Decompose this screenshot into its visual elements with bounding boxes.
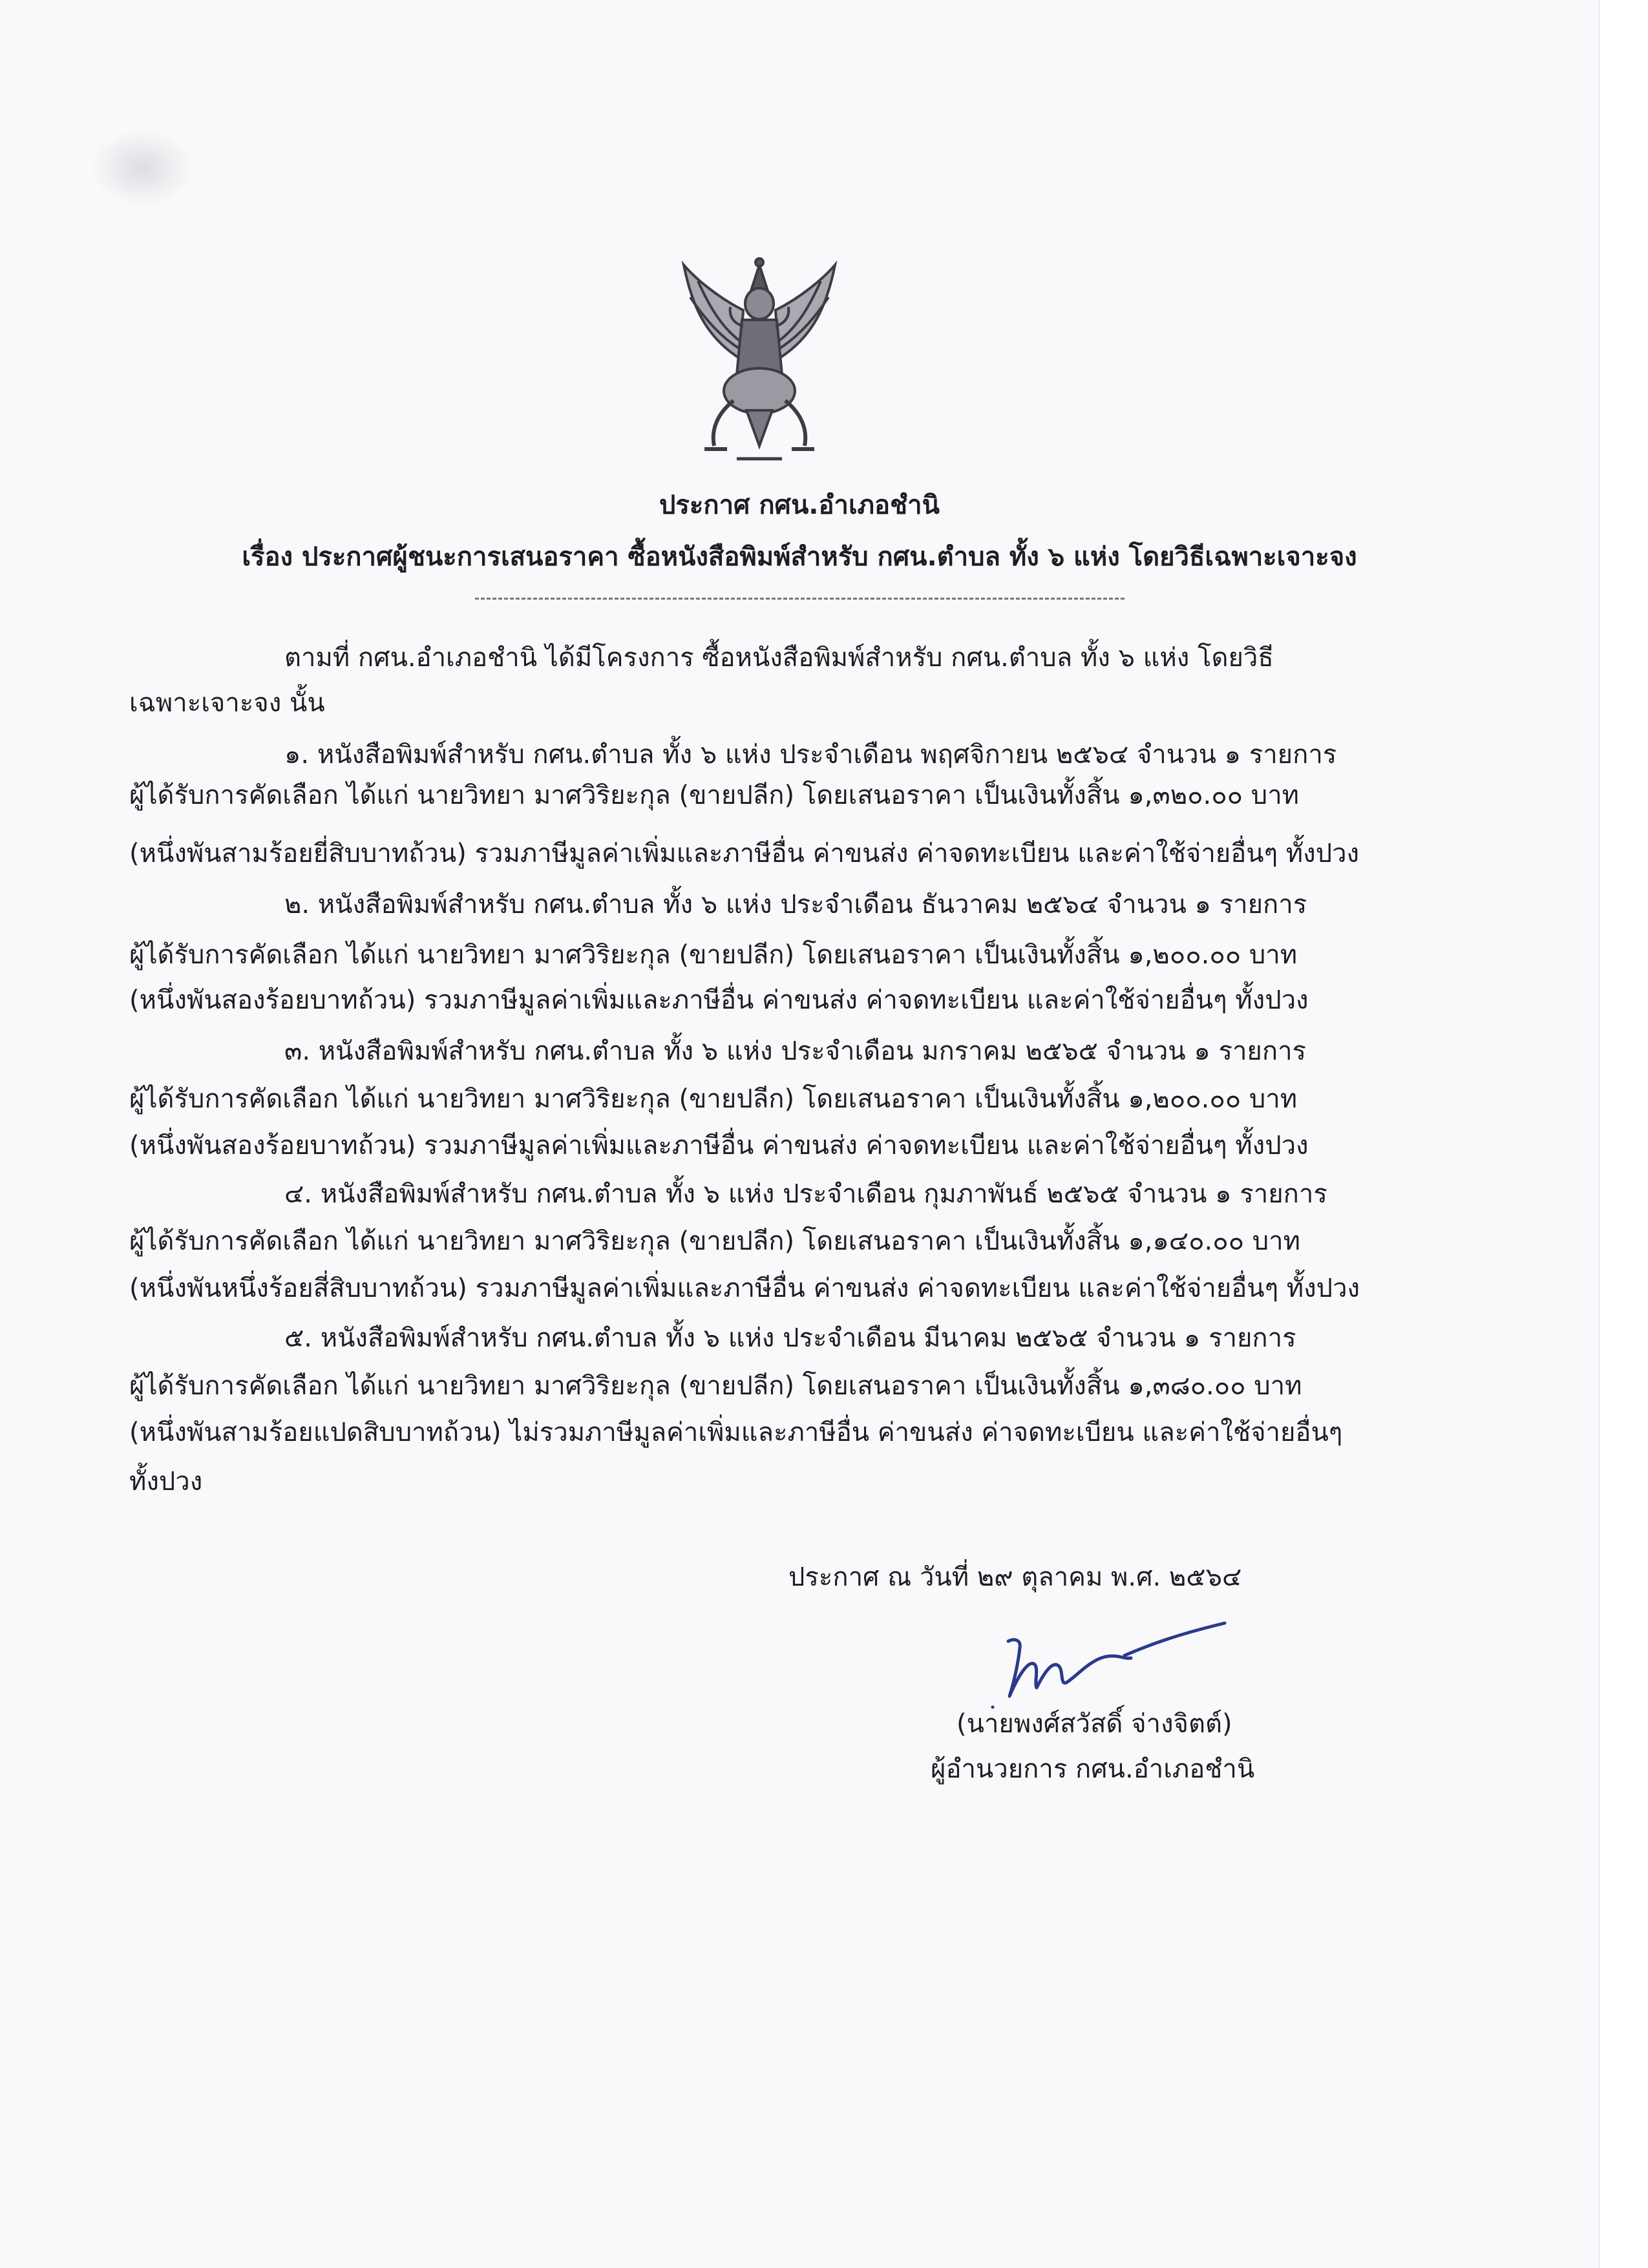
item-5-line-2: ผู้ได้รับการคัดเลือก ได้แก่ นายวิทยา มาศวิริยะกุล (ขายปลีก) โดยเสนอราคา เป็นเงินทั้งสิ้น ๑,๓๘๐.๐๐ บาท <box>129 1371 1302 1401</box>
item-1-line-2: ผู้ได้รับการคัดเลือก ได้แก่ นายวิทยา มาศวิริยะกุล (ขายปลีก) โดยเสนอราคา เป็นเงินทั้งสิ้น ๑,๓๒๐.๐๐ บาท <box>129 781 1300 810</box>
item-4-line-1: ๔. หนังสือพิมพ์สำหรับ กศน.ตำบล ทั้ง ๖ แห่ง ประจำเดือน กุมภาพันธ์ ๒๕๖๕ จำนวน ๑ รายการ <box>284 1179 1327 1209</box>
item-1-line-1: ๑. หนังสือพิมพ์สำหรับ กศน.ตำบล ทั้ง ๖ แห่ง ประจำเดือน พฤศจิกายน ๒๕๖๔ จำนวน ๑ รายการ <box>284 740 1337 770</box>
scan-smudge <box>90 129 194 207</box>
item-5-line-4: ทั้งปวง <box>129 1467 203 1496</box>
item-3-line-3: (หนึ่งพันสองร้อยบาทถ้วน) รวมภาษีมูลค่าเพิ่มและภาษีอื่น ค่าขนส่ง ค่าจดทะเบียน และค่าใช้จ่ายอื่นๆ ทั้งปวง <box>129 1131 1309 1160</box>
announcement-date: ประกาศ ณ วันที่ ๒๙ ตุลาคม พ.ศ. ๒๕๖๔ <box>788 1562 1242 1592</box>
garuda-emblem-icon <box>679 252 840 472</box>
scan-edge <box>1599 0 1648 2268</box>
item-1-line-3: (หนึ่งพันสามร้อยยี่สิบบาทถ้วน) รวมภาษีมูลค่าเพิ่มและภาษีอื่น ค่าขนส่ง ค่าจดทะเบียน และค่าใช้จ่ายอื่นๆ ทั้งปวง <box>129 839 1360 868</box>
announcement-title: ประกาศ กศน.อำเภอชำนิ <box>659 490 940 520</box>
signer-name: (นายพงศ์สวัสดิ์ จ่างจิตต์) <box>956 1709 1232 1739</box>
intro-line-2: เฉพาะเจาะจง นั้น <box>129 688 325 718</box>
item-2-line-3: (หนึ่งพันสองร้อยบาทถ้วน) รวมภาษีมูลค่าเพิ่มและภาษีอื่น ค่าขนส่ง ค่าจดทะเบียน และค่าใช้จ่ายอื่นๆ ทั้งปวง <box>129 985 1309 1015</box>
handwritten-signature <box>969 1615 1241 1712</box>
title-divider <box>475 598 1125 600</box>
item-4-line-3: (หนึ่งพันหนึ่งร้อยสี่สิบบาทถ้วน) รวมภาษีมูลค่าเพิ่มและภาษีอื่น ค่าขนส่ง ค่าจดทะเบียน และค่าใช้จ่ายอื่นๆ ทั้งปวง <box>129 1274 1360 1303</box>
intro-line-1: ตามที่ กศน.อำเภอชำนิ ได้มีโครงการ ซื้อหนังสือพิมพ์สำหรับ กศน.ตำบล ทั้ง ๖ แห่ง โดยวิธี <box>284 643 1274 673</box>
item-5-line-3: (หนึ่งพันสามร้อยแปดสิบบาทถ้วน) ไม่รวมภาษีมูลค่าเพิ่มและภาษีอื่น ค่าขนส่ง ค่าจดทะเบียน และค่าใช้จ่ายอื่นๆ <box>129 1418 1343 1447</box>
item-3-line-1: ๓. หนังสือพิมพ์สำหรับ กศน.ตำบล ทั้ง ๖ แห่ง ประจำเดือน มกราคม ๒๕๖๕ จำนวน ๑ รายการ <box>284 1036 1307 1066</box>
item-2-line-1: ๒. หนังสือพิมพ์สำหรับ กศน.ตำบล ทั้ง ๖ แห่ง ประจำเดือน ธันวาคม ๒๕๖๔ จำนวน ๑ รายการ <box>284 890 1307 919</box>
item-4-line-2: ผู้ได้รับการคัดเลือก ได้แก่ นายวิทยา มาศวิริยะกุล (ขายปลีก) โดยเสนอราคา เป็นเงินทั้งสิ้น ๑,๑๔๐.๐๐ บาท <box>129 1226 1300 1256</box>
signer-position: ผู้อำนวยการ กศน.อำเภอชำนิ <box>931 1754 1255 1784</box>
item-3-line-2: ผู้ได้รับการคัดเลือก ได้แก่ นายวิทยา มาศวิริยะกุล (ขายปลีก) โดยเสนอราคา เป็นเงินทั้งสิ้น ๑,๒๐๐.๐๐ บาท <box>129 1084 1298 1114</box>
item-5-line-1: ๕. หนังสือพิมพ์สำหรับ กศน.ตำบล ทั้ง ๖ แห่ง ประจำเดือน มีนาคม ๒๕๖๕ จำนวน ๑ รายการ <box>284 1323 1296 1353</box>
announcement-subject: เรื่อง ประกาศผู้ชนะการเสนอราคา ซื้อหนังสือพิมพ์สำหรับ กศน.ตำบล ทั้ง ๖ แห่ง โดยวิธีเฉพาะเจาะจง <box>242 542 1357 572</box>
item-2-line-2: ผู้ได้รับการคัดเลือก ได้แก่ นายวิทยา มาศวิริยะกุล (ขายปลีก) โดยเสนอราคา เป็นเงินทั้งสิ้น ๑,๒๐๐.๐๐ บาท <box>129 940 1298 970</box>
